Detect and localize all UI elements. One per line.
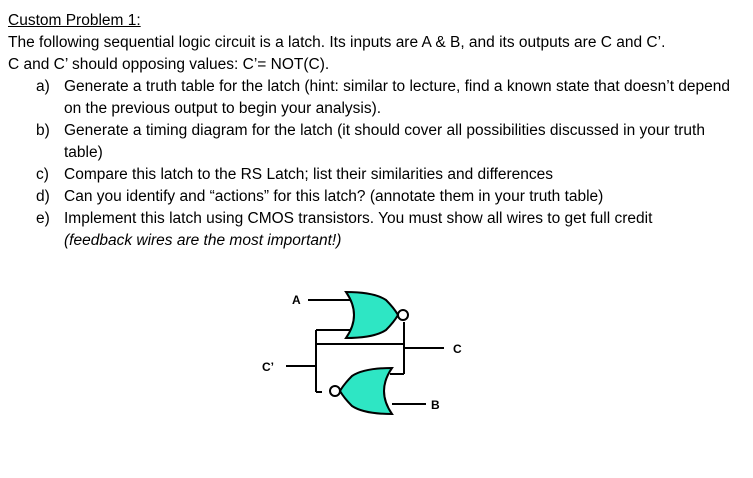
latch-circuit-diagram: [250, 282, 490, 432]
task-note: (feedback wires are the most important!): [64, 232, 342, 249]
task-item-d: [8, 186, 748, 208]
task-item-b: [8, 120, 748, 164]
task-list: [8, 76, 748, 252]
label-a: A: [292, 293, 301, 307]
task-item-e: [8, 208, 748, 252]
task-text: Can you identify and “actions” for this latch? (annotate them in your truth table): [64, 188, 604, 205]
task-text: Compare this latch to the RS Latch; list their similarities and differences: [64, 166, 554, 183]
task-item-a: [8, 76, 748, 120]
intro-line-2: C and C’ should opposing values: C’= NOT(C).: [8, 56, 330, 73]
nor-gate-bubble: [330, 386, 340, 396]
top-nor-gate: [346, 292, 408, 338]
intro-line-1: The following sequential logic circuit is a latch. Its inputs are A & B, and its outputs are C and C’.: [8, 34, 666, 51]
nor-gate-body: [340, 368, 392, 414]
task-text: Generate a truth table for the latch (hint: similar to lecture, find a known state that doesn’t depend on the previous output to begin your analysis).: [64, 78, 731, 117]
task-text: Implement this latch using CMOS transistors. You must show all wires to get full credit: [64, 210, 653, 227]
task-marker: b): [36, 122, 50, 139]
label-c: C: [453, 342, 462, 356]
task-marker: d): [36, 188, 50, 205]
label-b: B: [431, 398, 440, 412]
task-marker: e): [36, 210, 50, 227]
nor-gate-body: [346, 292, 398, 338]
problem-document: [8, 10, 748, 252]
task-item-c: [8, 164, 748, 186]
label-c-prime: C’: [262, 360, 274, 374]
nor-gate-bubble: [398, 310, 408, 320]
bottom-nor-gate: [330, 368, 392, 414]
task-marker: a): [36, 78, 50, 95]
task-text: Generate a timing diagram for the latch (it should cover all possibilities discussed in your truth table): [64, 122, 705, 161]
task-marker: c): [36, 166, 49, 183]
problem-title: Custom Problem 1:: [8, 12, 141, 29]
